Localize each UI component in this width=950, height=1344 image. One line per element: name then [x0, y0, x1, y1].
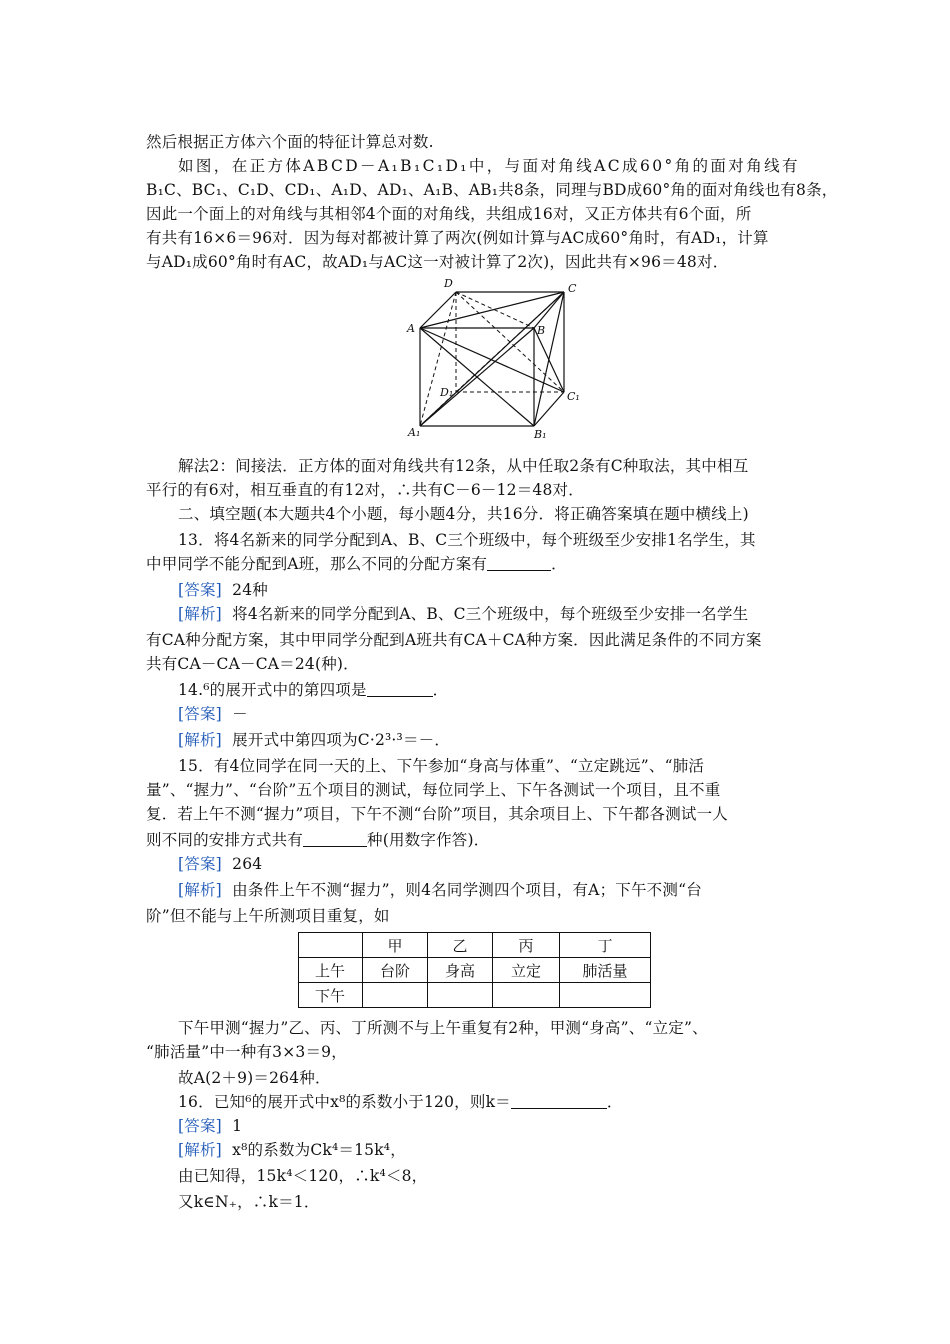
- text-line: [146, 552, 808, 576]
- question-14: [178, 678, 840, 702]
- analysis-tag: [解析]: [178, 881, 222, 899]
- vertex-label-c: C: [568, 282, 577, 295]
- text-line: 故A(2＋9)＝264种．: [178, 1069, 331, 1087]
- analysis-line: [178, 728, 840, 752]
- text-span: 16．已知⁶的展开式中x⁸的系数小于120，则k＝: [178, 1093, 511, 1111]
- text-line: 因此一个面上的对角线与其相邻4个面的对角线，共组成16对，又正方体共有6个面，所: [146, 205, 752, 223]
- answer-value: 1: [232, 1117, 243, 1135]
- answer-blank: [511, 1094, 607, 1109]
- text-line: B₁C、BC₁、C₁D、CD₁、A₁D、AD₁、A₁B、AB₁共8条，同理与BD成60°角的面对角线也有8条，: [146, 181, 838, 199]
- text-line: 复．若上午不测“握力”项目，下午不测“台阶”项目，其余项目上、下午都各测试一人: [146, 805, 728, 823]
- text-line: “肺活量”中一种有3×3＝9，: [146, 1043, 347, 1061]
- answer-tag: [答案]: [178, 581, 222, 599]
- question-16: [178, 1090, 840, 1114]
- text-line: 有CA种分配方案，其中甲同学分配到A班共有CA＋CA种方案．因此满足条件的不同方案: [146, 631, 762, 649]
- text-line: 量”、“握力”、“台阶”五个项目的测试，每位同学上、下午各测试一个项目，且不重: [146, 781, 721, 799]
- text-line: [146, 828, 808, 852]
- text-line: 解法2：间接法．正方体的面对角线共有12条，从中任取2条有C种取法，其中相互: [178, 457, 749, 475]
- table-cell: 乙: [428, 933, 493, 958]
- text-line: 有共有16×6＝96对．因为每对都被计算了两次(例如计算与AC成60°角时，有AD₁，计算: [146, 229, 769, 247]
- text-span: ．: [551, 555, 567, 573]
- text-span: ．: [432, 681, 449, 699]
- text-line: 与AD₁成60°角时有AC，故AD₁与AC这一对被计算了2次)，因此共有×96＝48对．: [146, 253, 729, 271]
- cube-figure: [400, 276, 590, 446]
- table-cell: 丁: [560, 933, 651, 958]
- text-span: ．: [606, 1093, 623, 1111]
- table-cell: 甲: [363, 933, 428, 958]
- vertex-label-a1: A₁: [408, 426, 421, 439]
- text-line: 下午甲测“握力”乙、丙、丁所测不与上午重复有2种，甲测“身高”、“立定”、: [178, 1019, 708, 1037]
- answer-line: [178, 1114, 840, 1138]
- table-cell: [299, 933, 363, 958]
- table-cell: 台阶: [363, 958, 428, 983]
- table-cell: 身高: [428, 958, 493, 983]
- text-line: 阶”但不能与上午所测项目重复，如: [146, 907, 390, 925]
- table-cell: 下午: [299, 983, 363, 1008]
- analysis-line: [178, 602, 840, 626]
- table-row: [299, 983, 651, 1008]
- table-header-row: [299, 933, 651, 958]
- answer-value: 24种: [232, 581, 268, 599]
- schedule-table: [298, 932, 651, 1008]
- text-span: 中甲同学不能分配到A班，那么不同的分配方案有: [146, 555, 488, 573]
- table-cell: 丙: [493, 933, 560, 958]
- analysis-text: 展开式中第四项为C·2³·³＝－．: [232, 731, 451, 749]
- answer-tag: [答案]: [178, 855, 222, 873]
- answer-tag: [答案]: [178, 1117, 222, 1135]
- text-line: 平行的有6对，相互垂直的有12对，∴共有C－6－12＝48对．: [146, 481, 584, 499]
- table-cell: 肺活量: [560, 958, 651, 983]
- vertex-label-b: B: [537, 324, 546, 337]
- analysis-line: [178, 1138, 840, 1162]
- vertex-label-b1: B₁: [534, 428, 547, 441]
- text-span: 则不同的安排方式共有: [146, 831, 304, 849]
- answer-blank: [367, 682, 433, 697]
- text-span: 14.⁶的展开式中的第四项是: [178, 681, 367, 699]
- table-row: [299, 958, 651, 983]
- answer-blank: [303, 832, 367, 847]
- table-cell: [363, 983, 428, 1008]
- question-15: 15．有4位同学在同一天的上、下午参加“身高与体重”、“立定跳远”、“肺活: [178, 757, 705, 775]
- vertex-label-d: D: [444, 277, 453, 290]
- answer-tag: [答案]: [178, 705, 222, 723]
- text-span: 种(用数字作答)．: [367, 831, 490, 849]
- text-line: 由已知得，15k⁴＜120，∴k⁴＜8，: [178, 1167, 428, 1185]
- analysis-text: 将4名新来的同学分配到A、B、C三个班级中，每个班级至少安排一名学生: [232, 605, 749, 623]
- analysis-tag: [解析]: [178, 605, 222, 623]
- analysis-text: x⁸的系数为Ck⁴＝15k⁴，: [232, 1141, 406, 1159]
- answer-line: [178, 578, 840, 602]
- table-cell: [493, 983, 560, 1008]
- analysis-tag: [解析]: [178, 731, 222, 749]
- table-cell: [560, 983, 651, 1008]
- answer-line: [178, 852, 840, 876]
- answer-value: 264: [232, 855, 263, 873]
- vertex-label-d1: D₁: [440, 386, 454, 399]
- analysis-text: 由条件上午不测“握力”，则4名同学测四个项目，有A；下午不测“台: [232, 881, 702, 899]
- answer-value: －: [232, 705, 248, 723]
- analysis-line: [178, 878, 840, 902]
- text-line: 如图，在正方体ABCD－A₁B₁C₁D₁中，与面对角线AC成60°角的面对角线有: [178, 157, 800, 175]
- answer-blank: [487, 556, 551, 571]
- answer-line: [178, 702, 840, 726]
- question-13: 13．将4名新来的同学分配到A、B、C三个班级中，每个班级至少安排1名学生，其: [178, 531, 756, 549]
- table-cell: [428, 983, 493, 1008]
- section-heading: 二、填空题(本大题共4个小题，每小题4分，共16分．将正确答案填在题中横线上): [178, 505, 749, 523]
- vertex-label-a: A: [407, 322, 415, 335]
- text-line: 共有CA－CA－CA＝24(种)．: [146, 655, 359, 673]
- table-cell: 上午: [299, 958, 363, 983]
- text-line: 然后根据正方体六个面的特征计算总对数.: [146, 133, 434, 151]
- analysis-tag: [解析]: [178, 1141, 222, 1159]
- text-line: 又k∈N₊，∴k＝1．: [178, 1193, 320, 1211]
- table-cell: 立定: [493, 958, 560, 983]
- vertex-label-c1: C₁: [567, 390, 580, 403]
